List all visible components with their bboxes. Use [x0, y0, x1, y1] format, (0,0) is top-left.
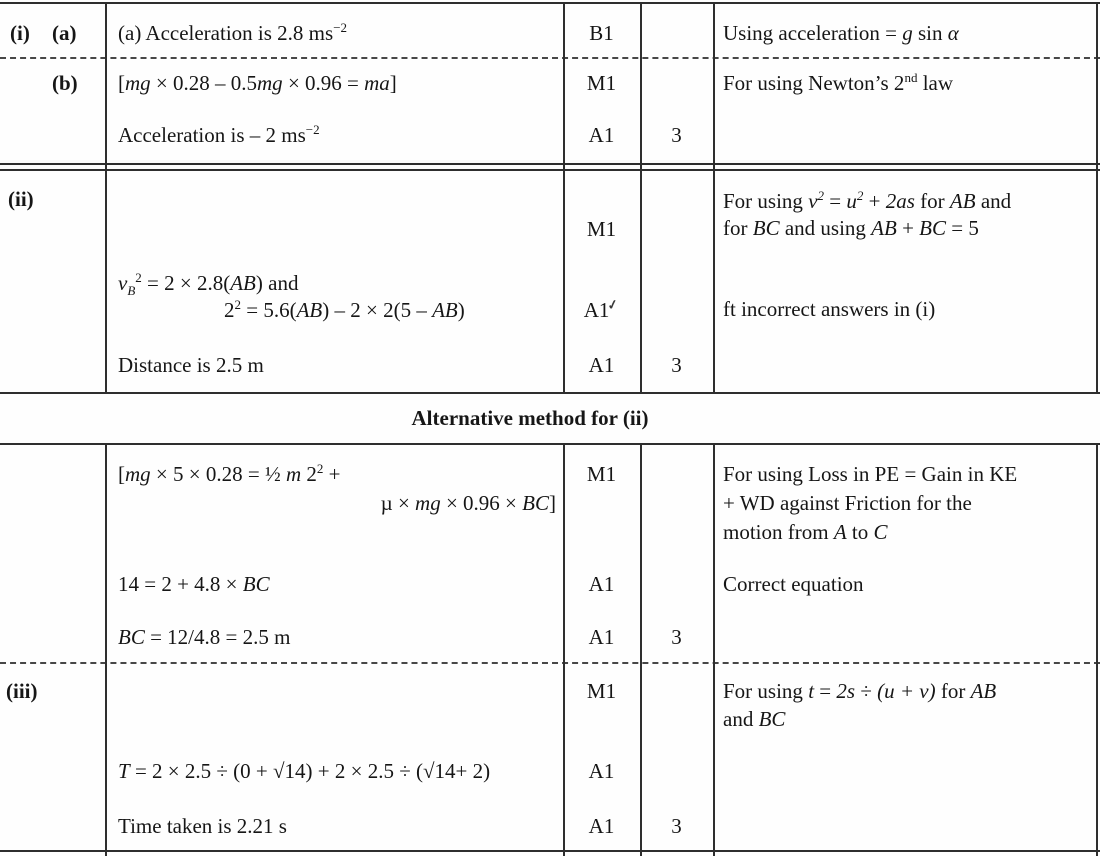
column-line-parts-upper — [105, 2, 107, 392]
work-i-b-line1: [mg × 0.28 – 0.5mg × 0.96 = ma] — [118, 71, 397, 95]
comment-iii-m1-line1: For using t = 2s ÷ (u + v) for AB — [723, 679, 997, 703]
comment-alt-m1-line3: motion from A to C — [723, 520, 888, 544]
mark-code-alt-1: M1 — [586, 462, 617, 486]
divider-alt-header-body — [0, 443, 1100, 445]
total-marks-i: 3 — [671, 123, 682, 147]
total-marks-iii: 3 — [671, 814, 682, 838]
mark-code-ii-2-label: A1 — [583, 298, 610, 322]
divider-ii-alt-header — [0, 392, 1100, 394]
divider-dashed-alt-iii — [0, 662, 1100, 664]
column-line-marks-upper — [563, 2, 565, 392]
table-bottom-border — [0, 850, 1100, 852]
work-alt-answer: BC = 12/4.8 = 2.5 m — [118, 625, 291, 649]
work-ii-line2: $2^2 = 5.6(AB) - 2 \times 2(5 - AB)$ — [224, 297, 465, 322]
mark-code-ii-2 — [563, 297, 640, 326]
mark-code-i-a: B1 — [589, 21, 614, 45]
comment-alt-m1-line1: For using Loss in PE = Gain in KE — [723, 462, 1018, 486]
mark-code-iii-3: A1 — [588, 814, 615, 838]
work-ii-line1: $v_B^2 = 2 \times 2.8(AB)$ and — [118, 270, 299, 299]
column-line-totals-upper — [640, 2, 642, 392]
mark-code-iii-2: A1 — [588, 759, 615, 783]
total-marks-alt: 3 — [671, 625, 682, 649]
divider-double-i-ii — [0, 163, 1100, 171]
comment-ii-m1-line2: for BC and using AB + BC = 5 — [723, 216, 979, 240]
comment-i-a: Using acceleration = g sin α — [723, 21, 959, 45]
total-marks-ii: 3 — [671, 353, 682, 377]
mark-code-ii-1: M1 — [586, 217, 617, 241]
part-label-i: (i) — [10, 21, 30, 45]
part-label-a: (a) — [52, 21, 77, 45]
mark-code-alt-2: A1 — [588, 572, 615, 596]
alternative-method-header: Alternative method for (ii) — [411, 406, 649, 430]
mark-code-i-b-2: A1 — [588, 123, 615, 147]
comment-alt-a1: Correct equation — [723, 572, 864, 596]
work-iii-answer: Time taken is 2.21 s — [118, 814, 287, 838]
part-label-b: (b) — [52, 71, 78, 95]
comment-ii-ft: ft incorrect answers in (i) — [723, 297, 936, 321]
comment-iii-m1-line2: and BC — [723, 707, 786, 731]
work-iii-line1: T = 2 × 2.5 ÷ (0 + √14) + 2 × 2.5 ÷ (√14+ 2) — [118, 759, 491, 783]
mark-code-iii-1: M1 — [586, 679, 617, 703]
table-top-border — [0, 2, 1100, 4]
column-line-comments-upper — [713, 2, 715, 392]
part-label-ii: (ii) — [8, 187, 34, 211]
part-label-iii: (iii) — [6, 679, 38, 703]
work-alt-line1: [mg × 5 × 0.28 = ½ m $2^2$ + — [118, 461, 341, 486]
work-alt-line3: 14 = 2 + 4.8 × BC — [118, 572, 270, 596]
divider-dashed-a-b — [0, 57, 1100, 59]
mark-code-alt-3: A1 — [588, 625, 615, 649]
table-right-border-upper — [1096, 2, 1098, 392]
work-alt-line2: µ × mg × 0.96 × BC] — [380, 491, 556, 515]
work-i-b-line2: Acceleration is – 2 $ms^{-2}$ — [118, 122, 320, 147]
tick-icon: ✓ — [606, 296, 620, 314]
work-i-a: (a) Acceleration is 2.8 $ms^{-2}$ — [118, 20, 348, 45]
mark-code-ii-3: A1 — [588, 353, 615, 377]
table-right-border-lower — [1096, 443, 1098, 856]
comment-ii-m1-line1: For using $v^2 = u^2 + 2as$ for AB and — [723, 188, 1012, 213]
column-line-parts-lower — [105, 443, 107, 856]
mark-code-i-b-1: M1 — [586, 71, 617, 95]
comment-alt-m1-line2: + WD against Friction for the — [723, 491, 972, 515]
column-line-comments-lower — [713, 443, 715, 856]
comment-i-b: For using Newton’s 2nd law — [723, 70, 954, 95]
work-ii-answer: Distance is 2.5 m — [118, 353, 264, 377]
